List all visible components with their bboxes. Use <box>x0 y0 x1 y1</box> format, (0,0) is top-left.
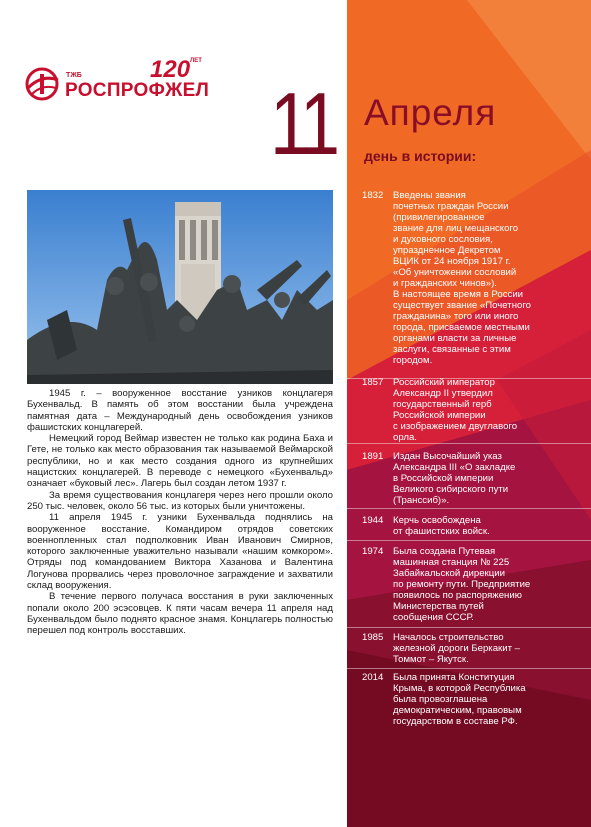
event-line: Российской империи <box>393 410 486 421</box>
event-line: заслуги, связанные с этим <box>393 344 511 355</box>
event-line: (Транссиб)». <box>393 495 450 506</box>
event-line: Забайкальской дирекции <box>393 568 505 579</box>
day-number: 11 <box>270 74 336 173</box>
event-divider <box>347 627 591 628</box>
event-divider <box>347 508 591 509</box>
event-line: Великого сибирского пути <box>393 484 509 495</box>
buchenwald-memorial-photo <box>27 190 333 384</box>
event-line: В настоящее время в России <box>393 289 524 300</box>
event-line: Александр II утвердил <box>393 388 493 399</box>
event-line: Издан Высочайший указ <box>393 451 502 462</box>
event-description <box>393 672 563 727</box>
page-subtitle: день в истории: <box>364 148 477 164</box>
event-line: существует звание «Почетного <box>393 300 531 311</box>
event-year: 2014 <box>362 672 384 683</box>
memorial-illustration <box>27 190 333 384</box>
event-line: Введены звания <box>393 190 466 201</box>
event-line: (привилегированное <box>393 212 485 223</box>
event-divider <box>347 443 591 444</box>
article-paragraph: 1945 г. – вооруженное восстание узников концлагеря Бухенвальд. В память об этом восстании была учреждена памятная дата – Международный день освобождения узников фашистских концлагерей. <box>27 388 333 433</box>
event-line: «Об уничтожении сословий <box>393 267 517 278</box>
event-line: от фашистских войск. <box>393 526 490 537</box>
event-line: города, присваемое местными <box>393 322 530 333</box>
event-divider <box>347 540 591 541</box>
event-line: с изображением двуглавого <box>393 421 518 432</box>
event-line: и духовного сословия, <box>393 234 493 245</box>
event-year: 1985 <box>362 632 384 643</box>
event-line: железной дороги Беркакит – <box>393 643 521 654</box>
event-description <box>393 190 563 366</box>
event-description <box>393 632 563 665</box>
event-year: 1974 <box>362 546 384 557</box>
event-line: Крыма, в которой Республика <box>393 683 526 694</box>
event-line: Была принята Конституция <box>393 672 515 683</box>
rosprofzhel-emblem-icon <box>24 66 60 102</box>
event-line: машинная станция № 225 <box>393 557 510 568</box>
event-line: появилось по распоряжению <box>393 590 522 601</box>
event-line: Российский император <box>393 377 495 388</box>
event-line: и гражданских чинов»). <box>393 278 497 289</box>
event-line: орла. <box>393 432 417 443</box>
event-line: Керчь освобождена <box>393 515 481 526</box>
event-line: городом. <box>393 355 433 366</box>
article-paragraph: За время существования концлагеря через него прошли около 250 тыс. человек, около 56 тыс. из которых были уничтожены. <box>27 489 333 512</box>
anniversary-number: 120 <box>150 56 191 83</box>
event-description <box>393 515 563 537</box>
event-divider <box>347 668 591 669</box>
article-paragraph: Немецкий город Веймар известен не только как родина Баха и Гете, не только как место образования так называемой Веймарской республики, но и как место создания одного из крупнейших нацистских концлагерей. В переводе с немецкого «Бухенвальд» означает «буковый лес». Лагерь был создан летом 1937 г. <box>27 433 333 490</box>
event-year: 1891 <box>362 451 384 462</box>
event-line: демократическим, правовым <box>393 705 522 716</box>
article-paragraph: В течение первого получаса восстания в руки заключенных попали около 200 эсэсовцев. К пяти часам вечера 11 апреля над Бухенвальдом было поднято красное знамя. Концлагерь полностью перешел под контроль восставших. <box>27 591 333 637</box>
event-line: почетных граждан России <box>393 201 509 212</box>
event-line: упраздненное Декретом <box>393 245 501 256</box>
event-year: 1832 <box>362 190 384 201</box>
logo-name: РОСПРОФЖЕЛ <box>65 80 210 101</box>
event-line: в Российской империи <box>393 473 494 484</box>
rosprofzhel-logo <box>24 56 224 106</box>
month-title: Апреля <box>364 92 497 133</box>
event-line: по ремонту пути. Предприятие <box>393 579 531 590</box>
event-line: Томмот – Якутск. <box>393 654 469 665</box>
event-line: Началось строительство <box>393 632 504 643</box>
event-line: ВЦИК от 24 ноября 1917 г. <box>393 256 511 267</box>
event-line: была провозглашена <box>393 694 488 705</box>
event-year: 1944 <box>362 515 384 526</box>
event-description <box>393 377 563 443</box>
anniversary-label: ЛЕТ <box>190 58 202 64</box>
event-line: Была создана Путевая <box>393 546 496 557</box>
event-description <box>393 546 563 623</box>
event-year: 1857 <box>362 377 384 388</box>
logo-small-text: ТЖБ <box>66 72 82 79</box>
event-line: Министерства путей <box>393 601 484 612</box>
event-line: государственный герб <box>393 399 492 410</box>
event-description <box>393 451 563 506</box>
event-line: гражданина» того или иного <box>393 311 519 322</box>
article-paragraph: 11 апреля 1945 г. узники Бухенвальда поднялись на вооруженное восстание. Командиром отрядов советских военнопленных стал подполковник Иван Иванович Смирнов, которого заключенные уважительно называли «нашим комкором». Отряды под командованием Виктора Хазанова и Валентина Логунова прорвались через проволочное заграждение и захватили склад вооружения. <box>27 512 333 592</box>
event-line: Александра III «О закладке <box>393 462 516 473</box>
event-line: сообщения СССР. <box>393 612 474 623</box>
event-line: органами власти за личные <box>393 333 517 344</box>
article-text <box>27 388 333 637</box>
event-line: звание для лиц мещанского <box>393 223 519 234</box>
event-line: государством в составе РФ. <box>393 716 518 727</box>
